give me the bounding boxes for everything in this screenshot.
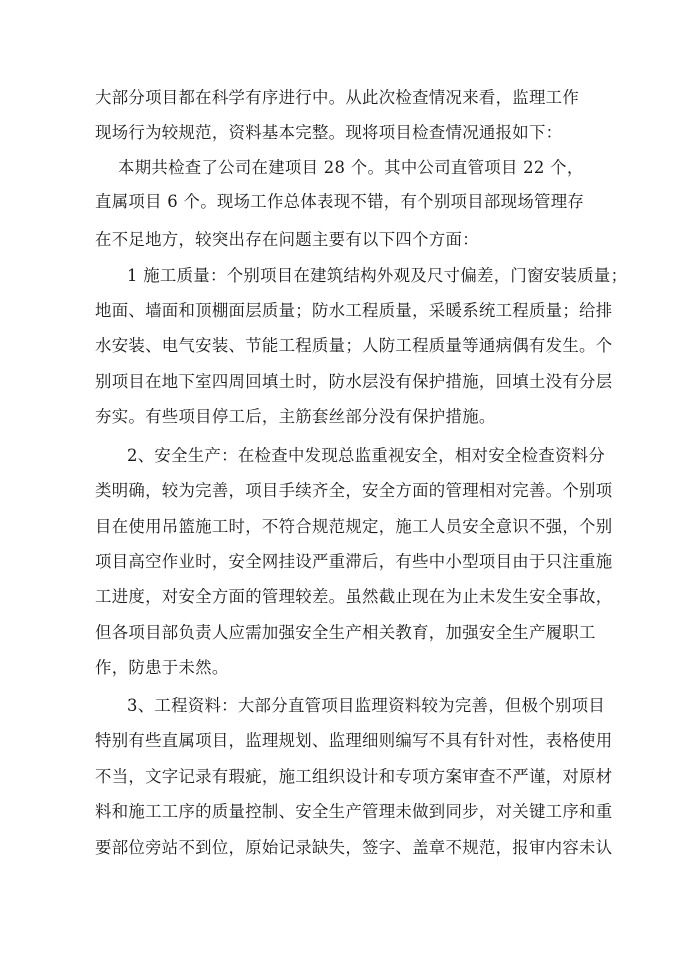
text-line: 但各项目部负责人应需加强安全生产相关教育，加强安全生产履职工 (95, 623, 596, 642)
text-line: 作，防患于未然。 (95, 658, 229, 677)
text-line: 直属项目 6 个。现场工作总体表现不错，有个别项目部现场管理存 (95, 192, 585, 211)
text-line: 大部分项目都在科学有序进行中。从此次检查情况来看，监理工作 (95, 88, 580, 107)
text-line: 现场行为较规范，资料基本完整。现将项目检查情况通报如下： (95, 123, 563, 142)
text-line: 在不足地方，较突出存在问题主要有以下四个方面： (95, 230, 479, 249)
text-line: 工进度，对安全方面的管理较差。虽然截止现在为止未发生安全事故， (95, 587, 613, 606)
text-line: 本期共检查了公司在建项目 28 个。其中公司直管项目 22 个， (118, 158, 584, 177)
text-line: 特别有些直属项目，监理规划、监理细则编写不具有针对性，表格使用 (95, 731, 613, 750)
text-line: 类明确，较为完善，项目手续齐全，安全方面的管理相对完善。个别项 (95, 481, 613, 500)
text-line: 夯实。有些项目停工后，主筋套丝部分没有保护措施。 (95, 407, 496, 426)
text-line: 不当，文字记录有瑕疵，施工组织设计和专项方案审查不严谨，对原材 (95, 767, 613, 786)
text-line: 目在使用吊篮施工时，不符合规范规定，施工人员安全意识不强，个别 (95, 517, 613, 536)
text-line: 项目高空作业时，安全网挂设严重滞后，有些中小型项目由于只注重施 (95, 552, 613, 571)
text-line: 要部位旁站不到位，原始记录缺失，签字、盖章不规范，报审内容未认 (95, 838, 613, 857)
text-line: 别项目在地下室四周回填土时，防水层没有保护措施，回填土没有分层 (95, 372, 613, 391)
text-line: 料和施工工序的质量控制、安全生产管理未做到同步，对关键工序和重 (95, 802, 613, 821)
text-line: 3、工程资料：大部分直管项目监理资料较为完善，但极个别项目 (127, 696, 606, 715)
text-line: 2、安全生产：在检查中发现总监重视安全，相对安全检查资料分 (127, 446, 606, 465)
text-line: 1 施工质量：个别项目在建筑结构外观及尺寸偏差，门窗安装质量； (127, 266, 628, 285)
text-line: 水安装、电气安装、节能工程质量；人防工程质量等通病偶有发生。个 (95, 336, 613, 355)
text-line: 地面、墙面和顶棚面层质量；防水工程质量，采暖系统工程质量；给排 (95, 301, 613, 320)
